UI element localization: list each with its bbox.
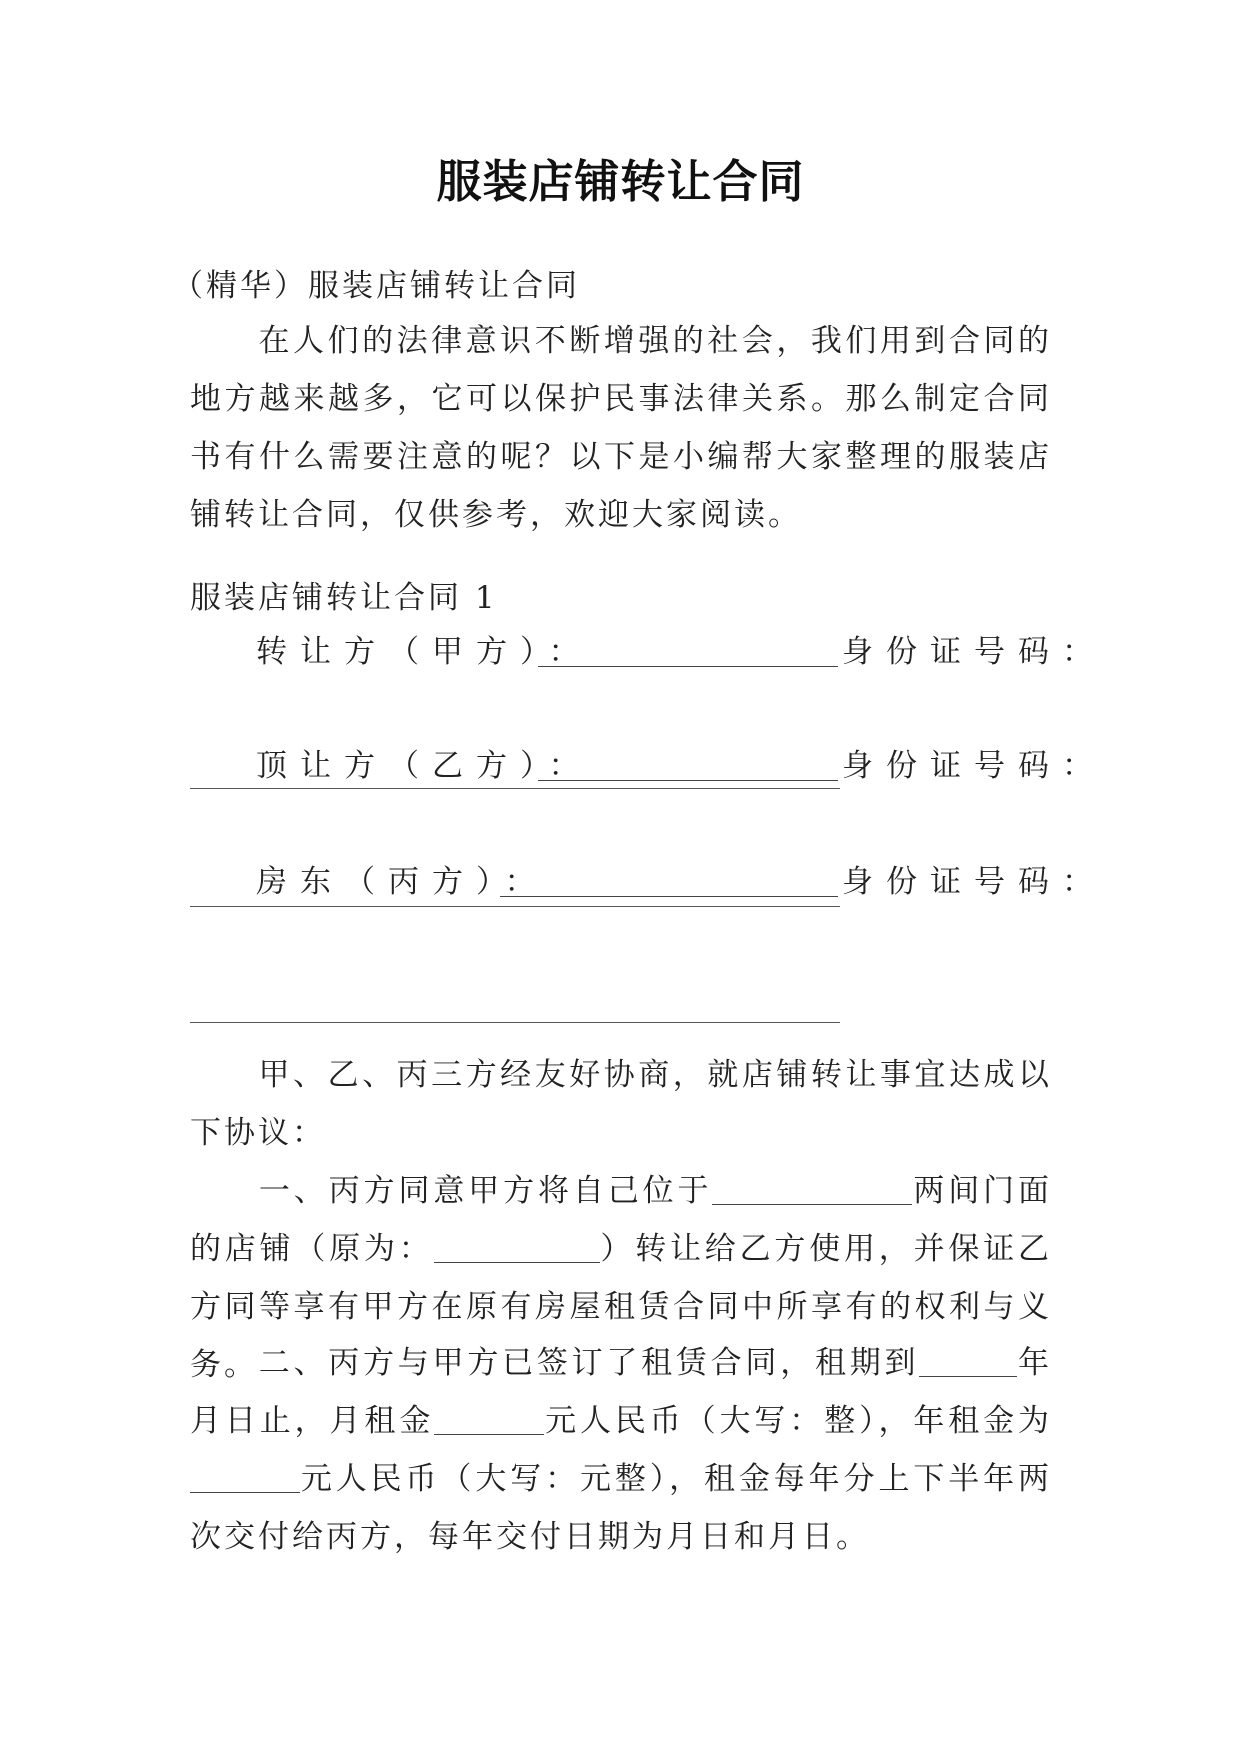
- party-landlord-name-blank: [500, 866, 838, 897]
- clause-2-text-a: 二、丙方与甲方已签订了租赁合同，租期到: [258, 1345, 920, 1381]
- party-transferee-id-blank: [190, 906, 840, 907]
- clause-1-text-a: 一、丙方同意甲方将自己位于: [258, 1173, 713, 1209]
- party-transferee-label: 顶让方（乙方）：: [256, 748, 593, 784]
- section-heading: 服装店铺转让合同 1: [190, 580, 498, 616]
- party-landlord-label: 房东（丙方）：: [256, 864, 549, 900]
- clause-2-term-blank: [919, 1346, 1017, 1377]
- party-landlord-id-blank: [190, 1022, 840, 1023]
- clause-1-original-blank: [434, 1232, 600, 1263]
- intro-paragraph: [190, 312, 1052, 544]
- clause-1-location-blank: [712, 1174, 912, 1205]
- clause-1-text-c: ）转让给乙方使用，并保证乙方同等享有甲方在原有房屋租赁合同中所享有的权利与义务。: [190, 1231, 1053, 1383]
- party-transferor-id-label: 身份证号码：: [842, 634, 1106, 670]
- document-subtitle: （精华）服装店铺转让合同: [172, 268, 580, 304]
- party-transferor-label: 转让方（甲方）：: [256, 634, 593, 670]
- party-landlord-id-label: 身份证号码：: [842, 864, 1106, 900]
- agreement-intro-paragraph: [190, 1046, 1052, 1162]
- document-title: 服装店铺转让合同: [436, 155, 805, 208]
- party-transferee-name-blank: [538, 750, 838, 781]
- clause-1-text-b: 两间门面的店铺（原为：: [190, 1173, 1053, 1267]
- party-transferor-id-blank: [190, 788, 840, 789]
- clause-2-text-d: 元人民币（大写：元整），租金每年分上下半年两次交付给丙方，每年交付日期为月日和月日。: [190, 1461, 1052, 1555]
- clause-2-monthly-rent-blank: [434, 1404, 544, 1435]
- intro-text: 在人们的法律意识不断增强的社会，我们用到合同的地方越来越多，它可以保护民事法律关系。那么制定合同书有什么需要注意的呢？以下是小编帮大家整理的服装店铺转让合同，仅供参考，欢迎大家阅读。: [190, 323, 1052, 533]
- party-transferee-id-label: 身份证号码：: [842, 748, 1106, 784]
- clause-2-text-c: 元人民币（大写：整），年租金为: [544, 1403, 1053, 1439]
- clause-2-text-b: 年月日止，月租金: [190, 1345, 1053, 1439]
- party-transferor-name-blank: [538, 636, 838, 667]
- clause-2-annual-rent-blank: [190, 1462, 300, 1493]
- clause-2-paragraph: [190, 1334, 1052, 1566]
- agreement-intro-text: 甲、乙、丙三方经友好协商，就店铺转让事宜达成以下协议：: [190, 1057, 1052, 1151]
